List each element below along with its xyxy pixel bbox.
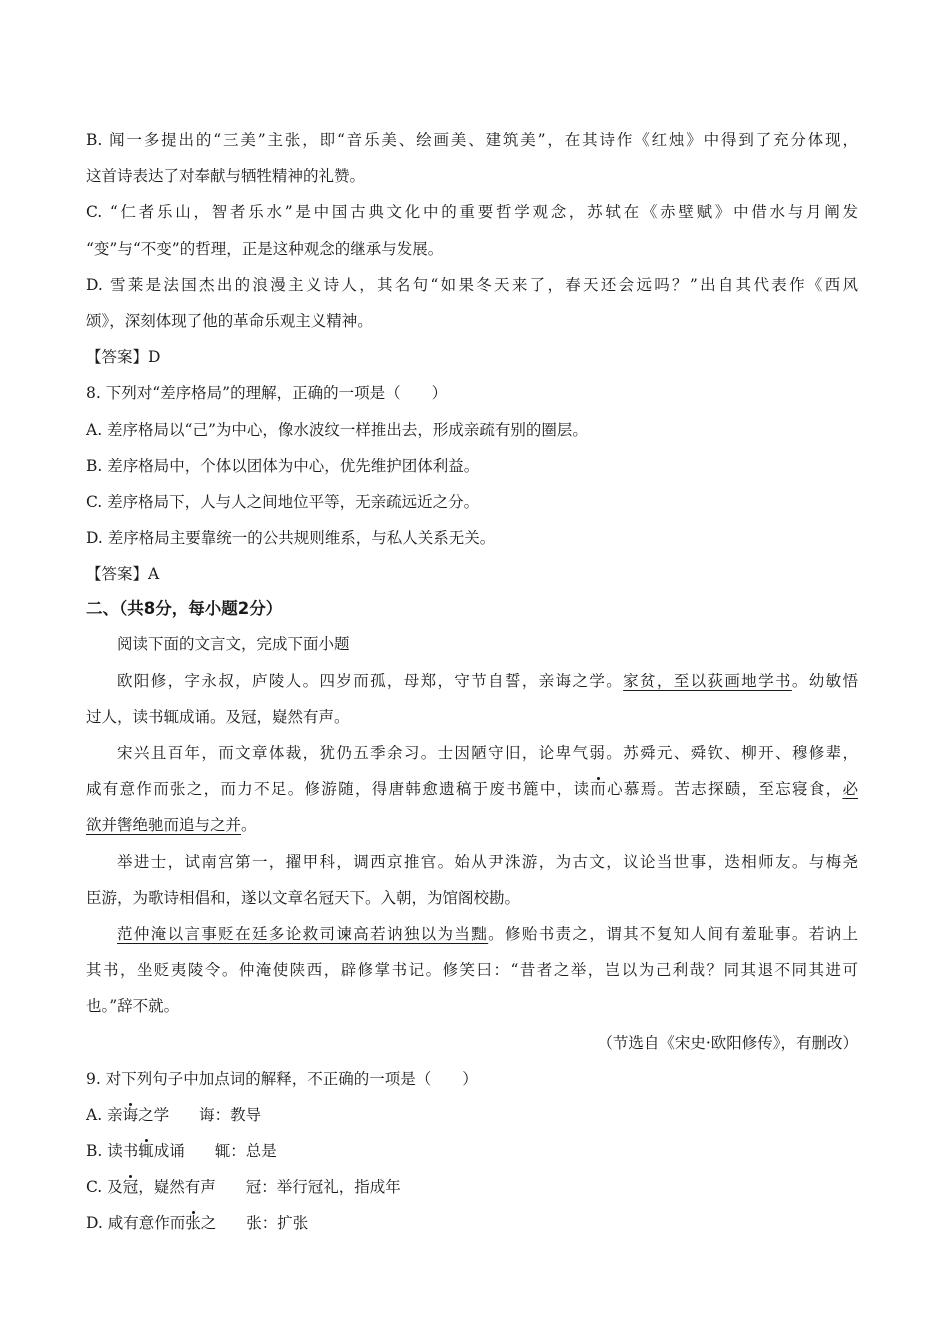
passage-p1-line1 xyxy=(86,663,858,699)
q9-option-d xyxy=(86,1205,858,1241)
text-run: 。修贻书责之，谓其不复知人间有羞耻事。若讷上 xyxy=(488,924,858,943)
q9-stem: 9. 对下列句子中加点词的解释，不正确的一项是（ ） xyxy=(86,1069,478,1088)
text-run: 及 xyxy=(107,1178,123,1197)
text-run: 咸有意作而张之，而力不足。修游随，得唐韩愈遗稿于废书簏中，读 xyxy=(86,780,591,799)
option-gloss: 张：扩张 xyxy=(246,1214,309,1233)
text-run: 欧阳修，字永叔，庐陵人。四岁而孤，母郑，守节自誓，亲诲之学。 xyxy=(117,671,624,690)
option-gloss: 诲：教导 xyxy=(199,1105,262,1124)
passage-source: （节选自《宋史·欧阳修传》，有删改） xyxy=(597,1033,858,1052)
text-run: 亲 xyxy=(107,1105,123,1124)
q9-option-a xyxy=(86,1097,858,1133)
option-gloss: 冠：举行冠礼，指成年 xyxy=(245,1178,401,1197)
text-run: 心慕焉。苦志探赜，至忘寝食， xyxy=(605,780,843,799)
option-label: A. xyxy=(86,1105,108,1124)
q7-option-c-line2: “变”与“不变”的哲理，正是这种观念的继承与发展。 xyxy=(86,239,444,258)
passage-p4-line2: 其书，坐贬夷陵令。仲淹使陕西，辟修掌书记。修笑曰：“昔者之举，岂以为己利哉？同其退不同其进可 xyxy=(86,961,858,980)
q7-option-b-line1: B. 闻一多提出的“三美”主张，即“音乐美、绘画美、建筑美”，在其诗作《红烛》中得到了充分体现， xyxy=(86,131,858,149)
q7-option-d-line2: 颂》，深刻体现了他的革命乐观主义精神。 xyxy=(86,311,373,330)
dotted-word: 诲 xyxy=(123,1097,139,1133)
q7-option-c-line1: C. “仁者乐山，智者乐水”是中国古典文化中的重要哲学观念，苏轼在《赤壁赋》中借水与月阐发 xyxy=(86,203,858,222)
passage-p2-line3 xyxy=(86,807,858,843)
underlined-sentence-2-end: 欲并辔绝驰而追与之并 xyxy=(86,816,242,835)
text-run: 读书 xyxy=(107,1142,139,1161)
passage-p2-line1: 宋兴且百年，而文章体裁，犹仍五季余习。士因陋守旧，论卑气弱。苏舜元、舜钦、柳开、穆修辈， xyxy=(117,744,858,762)
text-run: 之学 xyxy=(138,1105,170,1124)
passage-p3-line2: 臣游，为歌诗相倡和，遂以文章名冠天下。入朝，为馆阁校勘。 xyxy=(86,888,521,907)
underlined-sentence-1: 家贫，至以荻画地学书 xyxy=(623,671,792,690)
option-gloss: 辄：总是 xyxy=(214,1142,277,1161)
underlined-sentence-3: 范仲淹以言事贬在廷多论救司谏高若讷独以为当黜 xyxy=(117,924,489,943)
q8-answer: 【答案】A xyxy=(86,565,160,584)
q8-option-c: C. 差序格局下，人与人之间地位平等，无亲疏远近之分。 xyxy=(86,492,480,511)
reading-instruction: 阅读下面的文言文，完成下面小题 xyxy=(117,635,350,654)
text-run: 。幼敏悟 xyxy=(791,671,858,690)
underlined-sentence-2-start: 必 xyxy=(842,780,858,799)
q8-option-b: B. 差序格局中，个体以团体为中心，优先维护团体利益。 xyxy=(86,456,480,475)
q8-option-a: A. 差序格局以“己”为中心，像水波纹一样推出去，形成亲疏有别的圈层。 xyxy=(86,420,588,439)
dotted-word-er: 而 xyxy=(590,771,606,807)
dotted-word: 张 xyxy=(185,1205,201,1241)
passage-p4-line3: 也。”辞不就。 xyxy=(86,997,180,1016)
q7-option-b-line2: 这首诗表达了对奉献与牺牲精神的礼赞。 xyxy=(86,167,366,186)
dotted-word: 辄 xyxy=(138,1133,154,1169)
option-label: D. xyxy=(86,1214,108,1233)
text-run: 咸有意作而 xyxy=(107,1214,186,1233)
option-label: C. xyxy=(86,1178,108,1197)
text-run: 。 xyxy=(241,816,257,835)
q8-option-d: D. 差序格局主要靠统一的公共规则维系，与私人关系无关。 xyxy=(86,529,496,548)
q9-option-b xyxy=(86,1133,858,1169)
q8-stem: 8. 下列对“差序格局”的理解，正确的一项是（ ） xyxy=(86,384,448,403)
passage-p2-line2 xyxy=(86,771,858,807)
text-run: 成诵 xyxy=(153,1142,185,1161)
passage-p1-line2: 过人，读书辄成诵。及冠，嶷然有声。 xyxy=(86,707,350,726)
q7-option-d-line1: D. 雪莱是法国杰出的浪漫主义诗人，其名句“如果冬天来了，春天还会远吗？”出自其代表作《西风 xyxy=(86,275,858,294)
passage-p3-line1: 举进士，试南宫第一，擢甲科，调西京推官。始从尹洙游，为古文，议论当世事，迭相师友。与梅尧 xyxy=(117,852,858,871)
section-heading: 二、（共8分，每小题2分） xyxy=(86,599,283,619)
passage-p4-line1 xyxy=(86,916,858,952)
dotted-word: 冠 xyxy=(123,1169,139,1205)
text-run: 之 xyxy=(200,1214,217,1233)
option-label: B. xyxy=(86,1142,108,1161)
document-page xyxy=(86,122,858,1242)
q7-answer: 【答案】D xyxy=(86,348,161,367)
q9-option-c xyxy=(86,1169,858,1205)
text-run: ，嶷然有声 xyxy=(138,1178,216,1197)
